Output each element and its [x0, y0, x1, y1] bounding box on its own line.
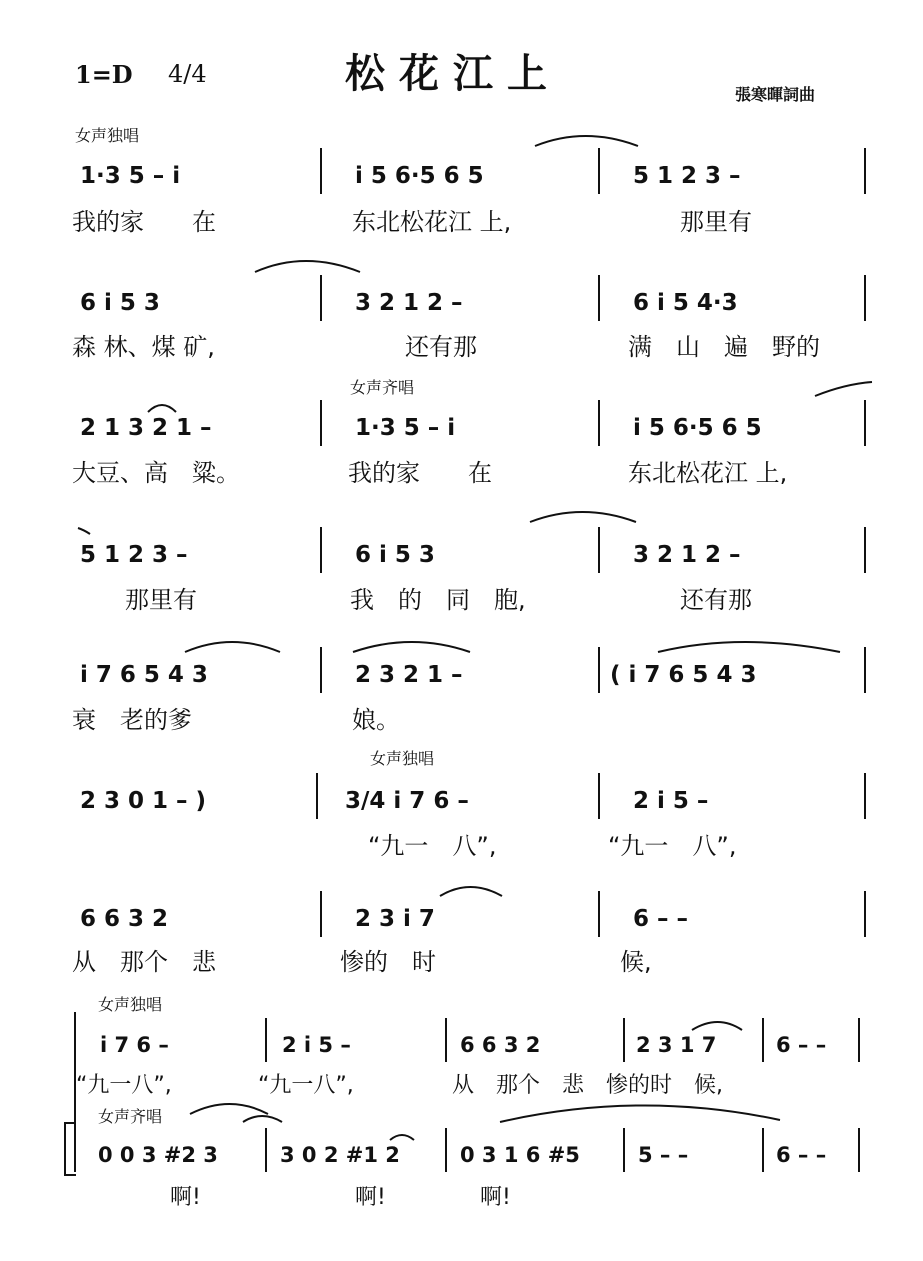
slur — [815, 382, 872, 396]
measure-notes: 6 i 5 3 — [80, 290, 160, 316]
measure-notes: 1·3 5 – i — [355, 415, 456, 441]
slur — [535, 136, 638, 146]
slur — [500, 1105, 780, 1122]
lyric: 东北松花江 上, — [352, 208, 512, 236]
lyric: “九一 八”, — [368, 832, 497, 860]
section-label-chorus: 女声齐唱 — [350, 378, 415, 397]
measure-notes: 3/4 i 7 6 – — [345, 788, 469, 814]
measure-notes: 6 i 5 3 — [355, 542, 435, 568]
slur — [390, 1135, 414, 1140]
slur — [78, 528, 90, 534]
lyric: 啊! — [355, 1185, 386, 1210]
measure-notes: 6 – – — [633, 906, 689, 932]
measure-notes: 3 2 1 2 – — [633, 542, 741, 568]
slur — [185, 642, 280, 652]
lyric: 从 那个 悲 惨的时 候, — [452, 1073, 723, 1098]
section-label-solo: 女声独唱 — [75, 126, 140, 145]
slur — [658, 642, 840, 652]
measure-notes: 2 i 5 – — [282, 1033, 351, 1057]
lyric: 东北松花江 上, — [628, 459, 788, 487]
measure-notes: 0 0 3 #2 3 — [98, 1143, 218, 1167]
slur — [255, 261, 360, 272]
measure-notes: i 5 6·5 6 5 — [633, 415, 762, 441]
lyric: “九一 八”, — [608, 832, 737, 860]
lyric: 候, — [620, 948, 652, 976]
measure-notes: 3 2 1 2 – — [355, 290, 463, 316]
lyric: “九一八”, — [258, 1073, 354, 1098]
measure-notes: i 5 6·5 6 5 — [355, 163, 484, 189]
measure-notes: 5 1 2 3 – — [80, 542, 188, 568]
slur — [692, 1022, 742, 1030]
section-label-solo: 女声独唱 — [370, 749, 435, 768]
lyric: 惨的 时 — [340, 948, 436, 976]
lyric: 我的家 在 — [72, 208, 216, 236]
slur — [530, 512, 636, 522]
measure-notes: 2 3 1 7 — [636, 1033, 717, 1057]
key-signature: 1=D — [75, 60, 133, 89]
lyric: 森 林、煤 矿, — [72, 333, 215, 361]
measure-notes: i 7 6 – — [100, 1033, 169, 1057]
measure-notes: 6 i 5 4·3 — [633, 290, 738, 316]
measure-notes: 2 1 3 2 1 – — [80, 415, 212, 441]
lyric: 我的家 在 — [348, 459, 492, 487]
lyric: 衰 老的爹 — [72, 706, 192, 734]
measure-notes: 6 6 3 2 — [460, 1033, 541, 1057]
slur — [440, 887, 502, 896]
lyric: 啊! — [480, 1185, 511, 1210]
measure-notes: 5 – – — [638, 1143, 689, 1167]
measure-notes: 6 – – — [776, 1033, 827, 1057]
lyric: 从 那个 悲 — [72, 948, 216, 976]
measure-notes: 2 3 i 7 — [355, 906, 435, 932]
slur — [190, 1104, 268, 1114]
section-label-chorus: 女声齐唱 — [98, 1107, 163, 1126]
lyric: 满 山 遍 野的 — [628, 333, 820, 361]
lyric: 娘。 — [352, 706, 400, 734]
lyric: 啊! — [170, 1185, 201, 1210]
measure-notes: 2 i 5 – — [633, 788, 709, 814]
lyric: “九一八”, — [76, 1073, 172, 1098]
slur — [148, 405, 176, 412]
lyric: 还有那 — [680, 586, 752, 614]
lyric: 我 的 同 胞, — [350, 586, 526, 614]
lyric: 那里有 — [680, 208, 752, 236]
measure-notes: 6 – – — [776, 1143, 827, 1167]
time-signature: 4/4 — [168, 60, 207, 88]
measure-notes: 2 3 0 1 – ) — [80, 788, 207, 814]
section-label-solo: 女声独唱 — [98, 995, 163, 1014]
measure-notes: i 7 6 5 4 3 — [80, 662, 208, 688]
measure-notes: 6 6 3 2 — [80, 906, 169, 932]
lyric: 那里有 — [125, 586, 197, 614]
composer-credit: 張寒暉詞曲 — [735, 85, 816, 104]
measure-notes: 0 3 1 6 #5 — [460, 1143, 580, 1167]
slur — [353, 642, 470, 652]
lyric: 大豆、高 粱。 — [72, 459, 240, 487]
slur — [243, 1116, 282, 1122]
lyric: 还有那 — [405, 333, 477, 361]
measure-notes: 5 1 2 3 – — [633, 163, 741, 189]
measure-notes: 3 0 2 #1 2 — [280, 1143, 400, 1167]
measure-notes: ( i 7 6 5 4 3 — [610, 662, 757, 688]
measure-notes: 1·3 5 – i — [80, 163, 181, 189]
song-title: 松花江上 — [345, 50, 561, 97]
measure-notes: 2 3 2 1 – — [355, 662, 463, 688]
